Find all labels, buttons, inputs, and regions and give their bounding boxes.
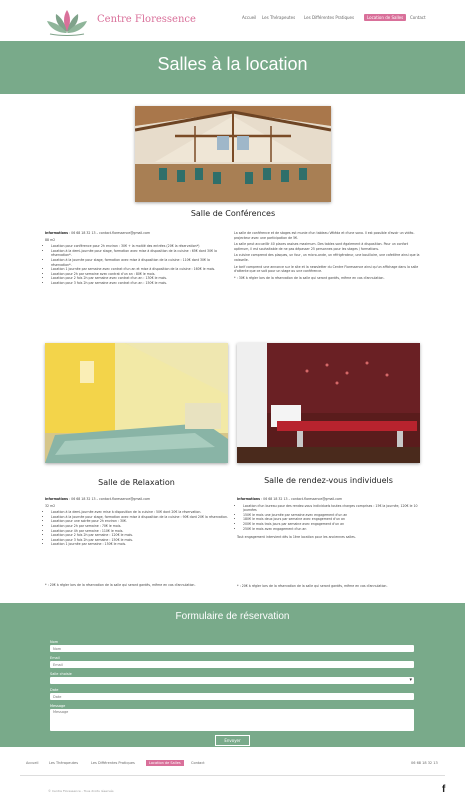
name-input[interactable] (50, 645, 414, 652)
conference-price-item: • Location pour 2h par semaine avec contrat d'un an : 80€ le mois. (51, 272, 225, 277)
conference-desc-paragraph: * : 30€ à régler lors de la réservation de la salle qui seront gardés, même en cas d'annulation. (234, 275, 385, 280)
site-footer (0, 748, 465, 806)
individual-price-item: • 200€ le mois trois jours par semaine avec engagement d'un an (243, 522, 420, 527)
room-label: Salle choisie (50, 672, 72, 676)
message-textarea[interactable] (50, 709, 414, 731)
relaxation-room-photo (45, 343, 228, 463)
individual-info-label: Informations (237, 497, 261, 501)
relaxation-price-item: • Location pour 2 fois 2h par semaine : 120€ le mois. (51, 533, 228, 538)
nav-item-therapeutes[interactable]: Les Thérapeutes (262, 15, 296, 20)
email-input[interactable] (50, 661, 414, 668)
email-label: Email (50, 656, 60, 660)
conference-price-item: • Location pour 2 fois 2h par semaine avec contrat d'un an : 130€ le mois. (51, 276, 225, 281)
date-input[interactable] (50, 693, 414, 700)
conference-info-block (45, 231, 225, 286)
footer-nav-accueil[interactable]: Accueil (26, 761, 39, 765)
message-label: Message (50, 704, 66, 708)
relaxation-price-item: • Location à la journée pour stage, formation avec mise à disposition de la cuisine : 90€ dont 20€ la réservation. (51, 515, 228, 520)
relaxation-room-title: Salle de Relaxation (98, 478, 175, 487)
page-title: Salles à la location (157, 54, 308, 74)
individual-info-block (237, 497, 420, 542)
individual-price-item: • 150€ le mois une journée par semaine avec engagement d'un an (243, 513, 420, 518)
footer-nav-therapeutes[interactable]: Les Thérapeutes (49, 761, 79, 765)
relaxation-note: * : 20€ à régler lors de la réservation de la salle qui seront gardés, même en cas d'annulation. (45, 583, 196, 587)
relaxation-info-block (45, 497, 228, 547)
copyright-text: © Centre Floressence - Tous droits réservés (48, 789, 114, 793)
individual-room-title: Salle de rendez-vous individuels (264, 476, 393, 485)
nav-item-location[interactable]: Location de Salles (364, 14, 406, 21)
conference-price-item: • Location 1 journée par semaine avec contrat d'un an et mise à disposition de la cuisine : 160€ le mois. (51, 267, 225, 272)
lotus-logo-icon[interactable] (44, 6, 90, 36)
conference-desc-paragraph: La salle peut accueillir 40 places assises maximum. Des tables sont également à disposition. Pour un confort optimum, il est souhaitable de ne pas dépasser 25 personnes pour les stages / formations. (234, 242, 409, 251)
individual-info-contact: : 06 68 18 32 13 – contact.floressence@gmail.com (260, 497, 343, 501)
site-logo-text[interactable]: Centre Floressence (97, 14, 196, 25)
relaxation-price-item: • Location pour 2h par semaine : 70€ le mois. (51, 524, 228, 529)
nav-item-contact[interactable]: Contact (410, 15, 426, 20)
send-button[interactable]: Envoyer (215, 735, 250, 746)
individual-price-item: • 180€ le mois deux jours par semaine avec engagement d'un an (243, 517, 420, 522)
date-label: Date (50, 688, 59, 692)
conference-room-title: Salle de Conférences (190, 209, 276, 218)
footer-nav-contact[interactable]: Contact (191, 761, 205, 765)
booking-title: Formulaire de réservation (175, 611, 290, 622)
relaxation-price-item: • Location 1 journée par semaine : 150€ le mois. (51, 542, 228, 547)
relaxation-info-contact: : 06 68 18 32 13 – contact.floressence@gmail.com (68, 497, 151, 501)
conference-desc-paragraph: La cuisine comprend des plaques, un four, un micro-onde, un réfrigérateur, une bouilloire, une cafetière ainsi que la vaisselle. (234, 253, 420, 262)
footer-divider (20, 775, 445, 776)
individual-note: * : 20€ à régler lors de la réservation de la salle qui seront gardés, même en cas d'annulation. (237, 584, 388, 588)
individual-room-photo (237, 343, 420, 463)
conference-desc-paragraph: La salle de conférence et de stages est munie d'un tableau Véléda et d'une sono. Il est possible d'avoir un vidéo-projecteur avec une participation de 5€. (234, 231, 415, 240)
relaxation-price-item: • Location à la demi-journée avec mise à disposition de la cuisine : 50€ dont 20€ la réservation. (51, 510, 228, 515)
conference-info-label: Informations (45, 231, 69, 235)
conference-room-photo (135, 106, 331, 202)
individual-engagement-note: Tout engagement intervient dès la 1ère location pour les anciennes salles. (237, 535, 356, 540)
relaxation-price-item: • Location pour une soirée pour 2h environ : 30€. (51, 519, 228, 524)
conference-info-contact: : 06 68 18 32 13 – contact.floressence@gmail.com (68, 231, 151, 235)
footer-nav-pratiques[interactable]: Les Différentes Pratiques (91, 761, 135, 765)
relaxation-price-item: • Location pour 4h par semaine : 110€ le mois. (51, 529, 228, 534)
conference-price-item: • Location à la demi-journée pour stage, formation avec mise à disposition de la cuisine : 65€ dont 30€ la réservation*. (51, 249, 225, 258)
relaxation-area: 32 m2 (45, 503, 56, 508)
footer-phone[interactable]: 06 68 18 32 13 (411, 761, 438, 765)
relaxation-price-item: • Location pour 3 fois 2h par semaine : 150€ le mois. (51, 538, 228, 543)
footer-nav-location[interactable]: Location de Salles (146, 760, 184, 766)
conference-price-item: • Location à la journée pour stage, formation avec mise à disposition de la cuisine : 110€ dont 30€ la réservation*. (51, 258, 225, 267)
conference-price-item: • Location pour 3 fois 2h par semaine avec contrat d'un an : 150€ le mois. (51, 281, 225, 286)
conference-area: 88 m2 (45, 237, 56, 242)
nav-item-accueil[interactable]: Accueil (242, 15, 257, 20)
conference-description-block (234, 231, 420, 282)
individual-price-item: • Location d'un bureau pour des rendez-vous individuels toutes charges comprises : 15€ la journée, 120€ le 10 journées (243, 504, 420, 513)
name-label: Nom (50, 640, 59, 644)
individual-price-item: • 250€ le mois avec engagement d'un an (243, 527, 420, 532)
room-select[interactable] (50, 677, 414, 684)
conference-price-item: • Location pour conférence pour 2h environ : 30€ + la moitié des entrées (20€ la réservation*) (51, 244, 225, 249)
chevron-down-icon: ▾ (409, 676, 412, 683)
relaxation-info-label: Informations (45, 497, 69, 501)
nav-item-pratiques[interactable]: Les Différentes Pratiques (304, 15, 355, 20)
conference-desc-paragraph: Le tarif comprend une annonce sur le site et la newsletter du Centre Floressence ainsi qu'un affichage dans la salle d'attente que ce soit pour un stage ou une conférence. (234, 264, 419, 274)
facebook-icon[interactable]: f (442, 784, 446, 795)
